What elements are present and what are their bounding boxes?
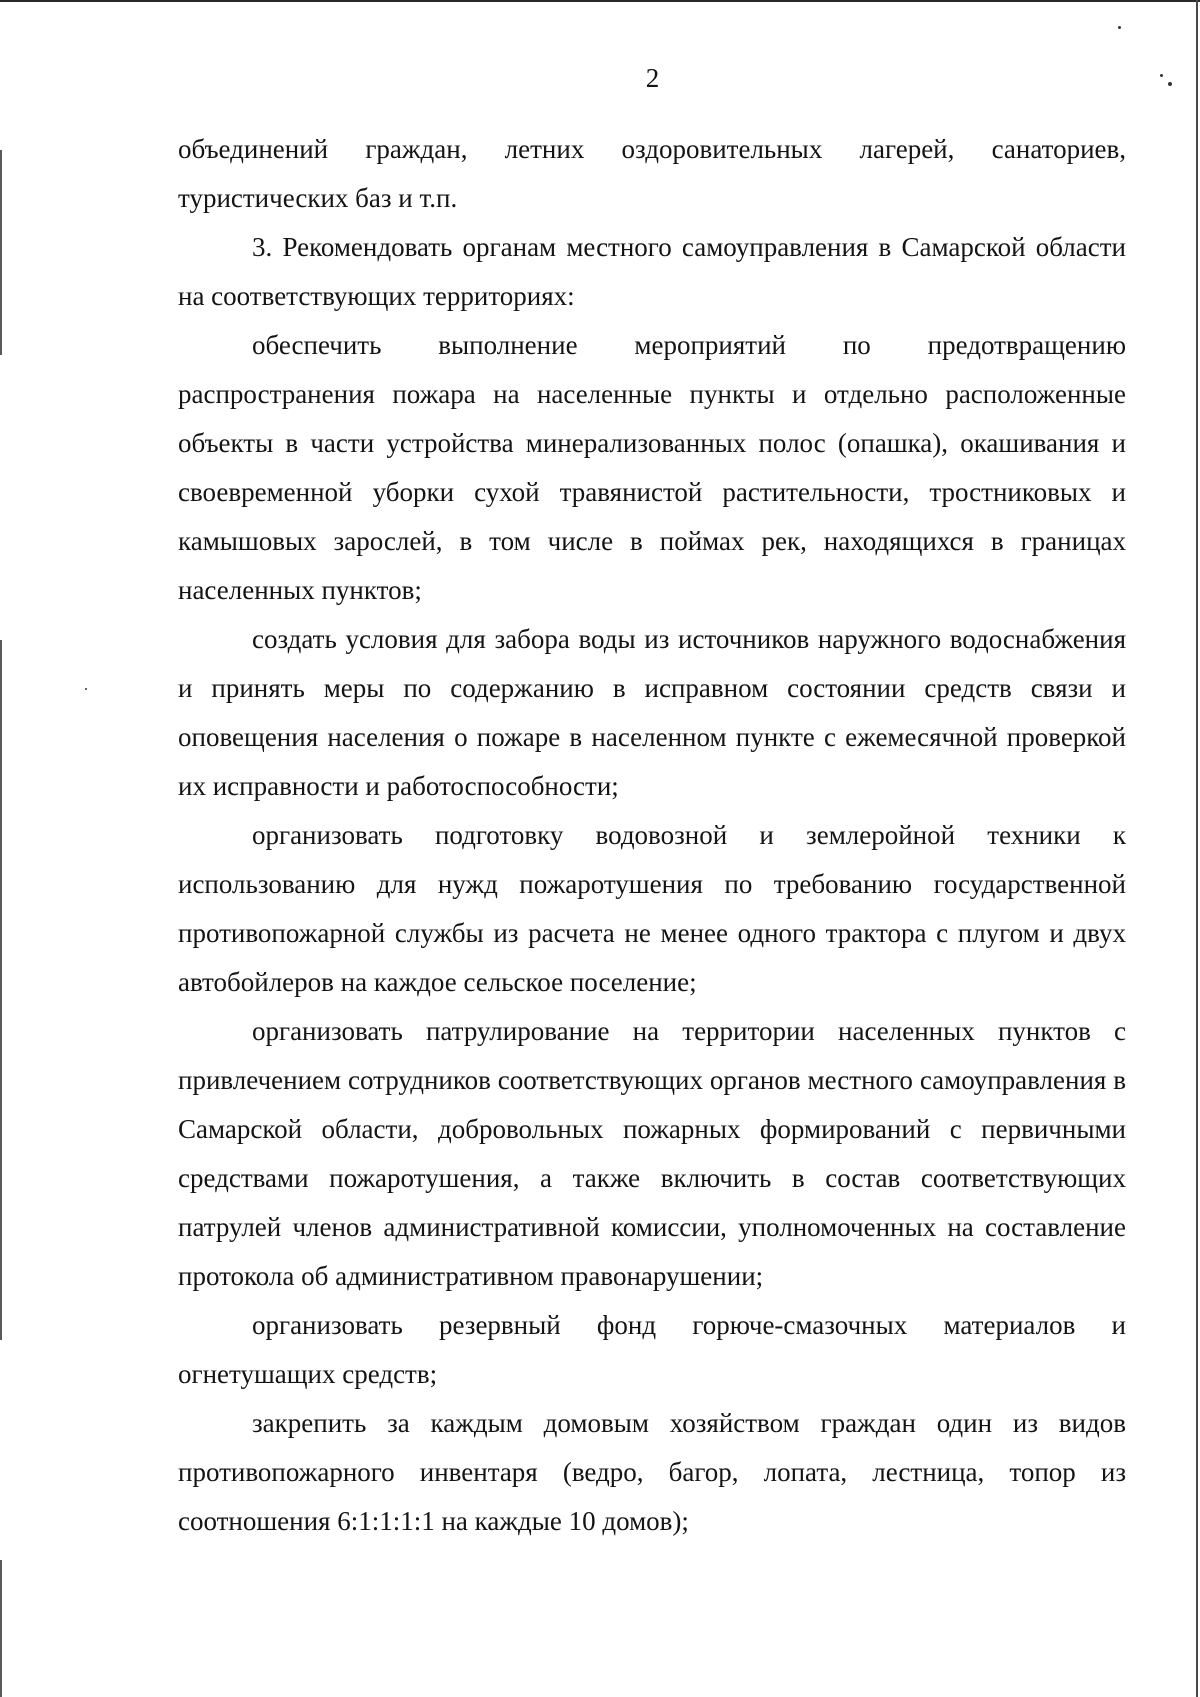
paragraph-water-supply: создать условия для забора воды из источников наружного водоснабжения и принять меры по содержанию в исправном состоянии средств связи и оповещения населения о пожаре в населенном пункте с ежемесячной проверкой их исправности и работоспособности; — [178, 624, 1126, 801]
scan-speck — [85, 688, 87, 690]
paragraph-patrolling: организовать патрулирование на территории населенных пунктов с привлечением сотрудников соответствующих органов местного самоуправления в Самарской области, добровольных пожарных формирований с первичными средствами пожаротушения, а также включить в состав соответствующих патрулей членов административной комиссии, уполномоченных на составление протокола об административном правонарушении; — [178, 1016, 1126, 1291]
scan-speck — [1118, 26, 1121, 29]
scan-edge-top — [0, 0, 1200, 2]
scan-edge-right — [1196, 0, 1198, 1697]
document-body — [178, 125, 1126, 1546]
paragraph-fire-inventory: закрепить за каждым домовым хозяйством граждан один из видов противопожарного инвентаря (ведро, багор, лопата, лестница, топор из соотношения 6:1:1:1:1 на каждые 10 домов); — [178, 1408, 1126, 1536]
scan-edge-left-2 — [0, 640, 2, 1340]
paragraph-reserve-fund: организовать резервный фонд горюче-смазочных материалов и огнетушащих средств; — [178, 1310, 1126, 1389]
scan-edge-left-1 — [0, 150, 2, 355]
page-number: 2 — [645, 63, 660, 93]
paragraph-continuation: объединений граждан, летних оздоровительных лагерей, санаториев, туристических баз и т.п. — [178, 134, 1126, 213]
paragraph-fire-spread-prevention: обеспечить выполнение мероприятий по предотвращению распространения пожара на населенные пункты и отдельно расположенные объекты в части устройства минерализованных полос (опашка), окашивания и своевременной уборки сухой травянистой растительности, тростниковых и камышовых зарослей, в том числе в поймах рек, находящихся в границах населенных пунктов; — [178, 330, 1126, 605]
scan-edge-left-3 — [0, 1560, 2, 1697]
paragraph-equipment-preparation: организовать подготовку водовозной и землеройной техники к использованию для нужд пожаротушения по требованию государственной противопожарной службы из расчета не менее одного трактора с плугом и двух автобойлеров на каждое сельское поселение; — [178, 820, 1126, 997]
paragraph-item-3: 3. Рекомендовать органам местного самоуправления в Самарской области на соответствующих территориях: — [178, 232, 1126, 311]
